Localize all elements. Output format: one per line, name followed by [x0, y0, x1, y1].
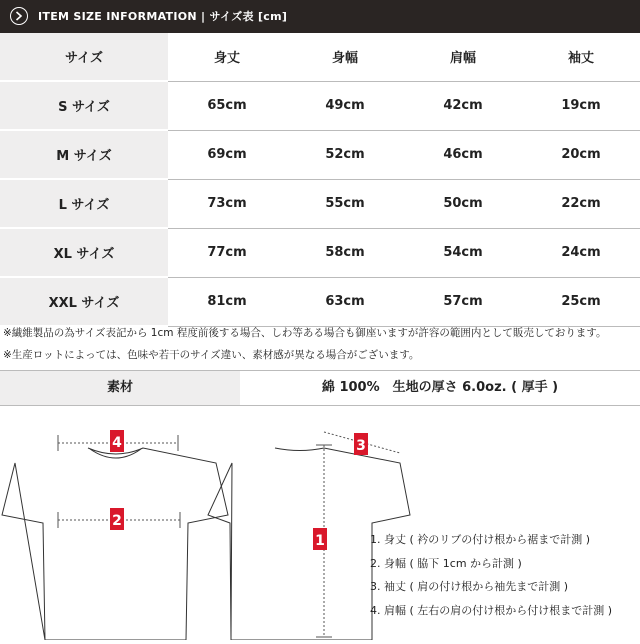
notes: [3, 322, 606, 366]
marker-2-label: 2: [112, 513, 122, 529]
table-cell: 49cm: [286, 81, 404, 130]
table-cell: 22cm: [522, 179, 640, 228]
legend-item: 1. 身丈 ( 衿のリブの付け根から裾まで計測 ): [370, 533, 591, 546]
table-cell: 58cm: [286, 228, 404, 277]
header-title: ITEM SIZE INFORMATION | サイズ表 [cm]: [38, 10, 288, 23]
table-cell: 69cm: [168, 130, 286, 179]
chevron-right-icon: [10, 7, 28, 25]
table-cell: 55cm: [286, 179, 404, 228]
column-header: サイズ: [0, 33, 168, 81]
size-label: M サイズ: [0, 130, 168, 179]
column-header: 身丈: [168, 33, 286, 81]
size-label: L サイズ: [0, 179, 168, 228]
material-label: 素材: [0, 371, 240, 405]
table-cell: 24cm: [522, 228, 640, 277]
legend-item: 4. 肩幅 ( 左右の肩の付け根から付け根まで計測 ): [370, 603, 613, 617]
table-cell: 52cm: [286, 130, 404, 179]
table-cell: 54cm: [404, 228, 522, 277]
size-table: [0, 33, 640, 327]
column-header: 袖丈: [522, 33, 640, 81]
legend-item: 3. 袖丈 ( 肩の付け根から袖先まで計測 ): [370, 580, 569, 593]
table-row: [0, 81, 640, 130]
table-row: [0, 179, 640, 228]
measurement-legend: [370, 528, 612, 622]
table-cell: 65cm: [168, 81, 286, 130]
table-cell: 25cm: [522, 277, 640, 326]
table-row: [0, 228, 640, 277]
table-cell: 77cm: [168, 228, 286, 277]
marker-3-label: 3: [356, 438, 366, 454]
marker-4-label: 4: [112, 435, 122, 451]
marker-1-label: 1: [315, 533, 325, 549]
table-cell: 63cm: [286, 277, 404, 326]
table-cell: 19cm: [522, 81, 640, 130]
table-cell: 81cm: [168, 277, 286, 326]
table-cell: 73cm: [168, 179, 286, 228]
legend-item: 2. 身幅 ( 脇下 1cm から計測 ): [370, 556, 522, 570]
table-cell: 50cm: [404, 179, 522, 228]
size-label: S サイズ: [0, 81, 168, 130]
column-header: 肩幅: [404, 33, 522, 81]
table-row: [0, 277, 640, 326]
note-line: ※繊維製品の為サイズ表記から 1cm 程度前後する場合、しわ等ある場合も御座いますが許容の範囲内として販売しております。: [3, 327, 607, 339]
header-bar: [0, 0, 640, 33]
size-label: XL サイズ: [0, 228, 168, 277]
material-value: 綿 100% 生地の厚さ 6.0oz. ( 厚手 ): [321, 380, 559, 395]
table-cell: 46cm: [404, 130, 522, 179]
size-label: XXL サイズ: [0, 277, 168, 326]
table-cell: 57cm: [404, 277, 522, 326]
table-cell: 20cm: [522, 130, 640, 179]
column-header: 身幅: [286, 33, 404, 81]
table-cell: 42cm: [404, 81, 522, 130]
material-row: [0, 370, 640, 406]
note-line: ※生産ロットによっては、色味や若干のサイズ違い、素材感が異なる場合がございます。: [3, 349, 420, 361]
table-header-row: [0, 33, 640, 81]
table-row: [0, 130, 640, 179]
